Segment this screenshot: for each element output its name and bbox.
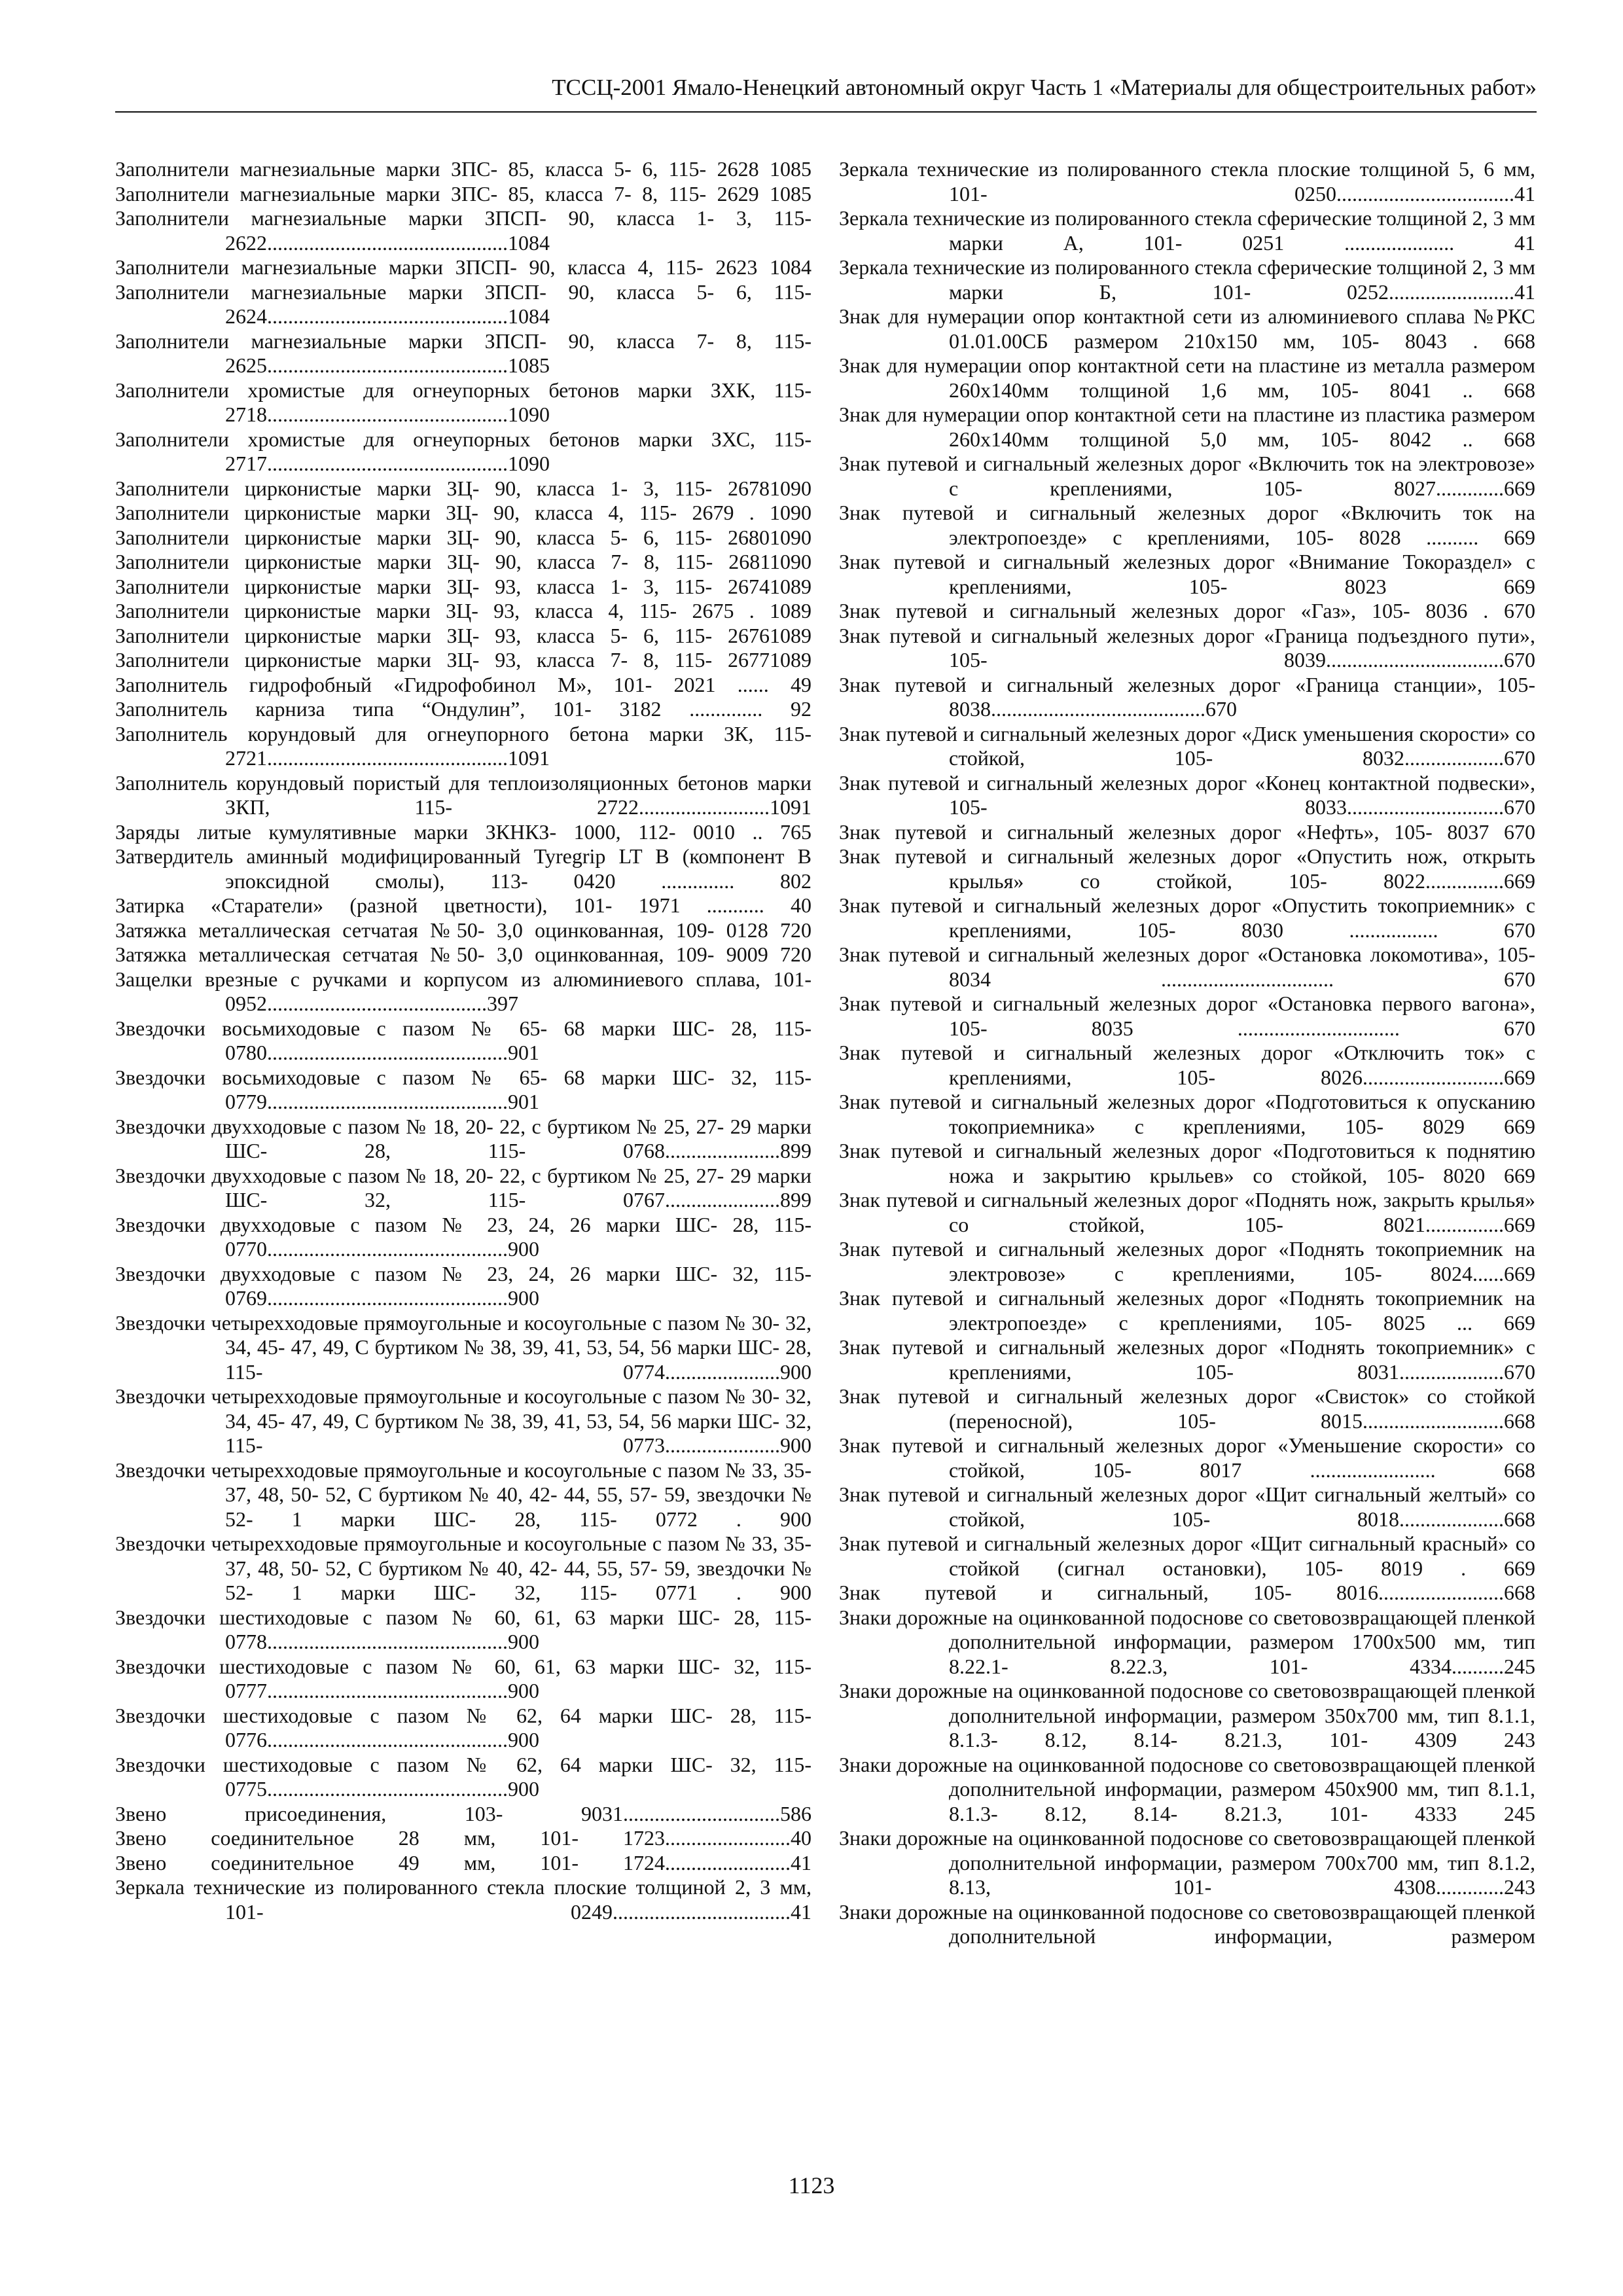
index-entry: Звездочки шестиходовые с пазом № 60, 61, 63 марки ШС- 28, 115- 0778..............................................900: [115, 1605, 812, 1653]
index-entry: Звездочки четырехходовые прямоугольные и косоугольные с пазом № 30- 32, 34, 45- 47, 49, С буртиком № 38, 39, 41, 53, 54, 56 марки ШС- 32, 115- 0773......................900: [115, 1384, 812, 1457]
page-number: 1123: [788, 2172, 835, 2198]
index-entry: Звездочки четырехходовые прямоугольные и косоугольные с пазом № 30- 32, 34, 45- 47, 49, С буртиком № 38, 39, 41, 53, 54, 56 марки ШС- 28, 115- 0774......................900: [115, 1310, 812, 1384]
index-entry: Зеркала технические из полированного стекла плоские толщиной 5, 6 мм, 101- 0250..................................41: [839, 157, 1535, 206]
index-entry: Заполнители магнезиальные марки ЗПСП- 90, класса 7- 8, 115- 2625..............................................1085: [115, 329, 812, 377]
index-entry: Звездочки двухходовые с пазом № 18, 20- 22, с буртиком № 25, 27- 29 марки ШС- 32, 115- 0767......................899: [115, 1163, 812, 1211]
index-entry: Знаки дорожные на оцинкованной подоснове со световозвращающей пленкой дополнительной информации, размером 350х700 мм, тип 8.1.1, 8.1.3- 8.12, 8.14- 8.21.3, 101- 4309 243: [839, 1679, 1535, 1751]
index-entry: Затяжка металлическая сетчатая №50- 3,0 оцинкованная, 109- 0128 720: [115, 918, 812, 942]
index-entry: Звездочки двухходовые с пазом № 23, 24, 26 марки ШС- 32, 115- 0769..............................................900: [115, 1261, 812, 1310]
index-entry: Звено соединительное 28 мм, 101- 1723........................40: [115, 1826, 812, 1850]
index-entry: Заполнитель корундовый для огнеупорного бетона марки ЗК, 115- 2721..............................................1091: [115, 721, 812, 770]
index-entry: Знак путевой и сигнальный железных дорог «Поднять токоприемник на электропоезде» с креплениями, 105- 8025 ... 669: [839, 1286, 1535, 1335]
running-header: [115, 71, 1537, 113]
index-entry: Заполнитель корундовый пористый для теплоизоляционных бетонов марки ЗКП, 115- 2722.........................1091: [115, 770, 812, 819]
index-entry: Заполнители цирконистые марки ЗЦ- 93, класса 7- 8, 115- 26771089: [115, 648, 812, 672]
index-entry: Звездочки двухходовые с пазом № 23, 24, 26 марки ШС- 28, 115- 0770..............................................900: [115, 1212, 812, 1261]
index-entry: Заполнители цирконистые марки ЗЦ- 90, класса 5- 6, 115- 26801090: [115, 525, 812, 549]
index-entry: Знак путевой и сигнальный железных дорог «Диск уменьшения скорости» со стойкой, 105- 8032...................670: [839, 721, 1535, 770]
index-entry: Знаки дорожные на оцинкованной подоснове со световозвращающей пленкой дополнительной информации, размером 1700х500 мм, тип 8.22.1- 8.22.3, 101- 4334..........245: [839, 1605, 1535, 1678]
index-entry: Заполнители цирконистые марки ЗЦ- 93, класса 4, 115- 2675 . 1089: [115, 599, 812, 622]
index-entry: Звено присоединения, 103- 9031..............................586: [115, 1801, 812, 1825]
index-entry: Заполнители хромистые для огнеупорных бетонов марки ЗХК, 115- 2718..............................................1090: [115, 378, 812, 426]
index-entry: Зеркала технические из полированного стекла сферические толщиной 2, 3 мм марки Б, 101- 0252........................41: [839, 255, 1535, 304]
index-entry: Звездочки четырехходовые прямоугольные и косоугольные с пазом № 33, 35- 37, 48, 50- 52, С буртиком № 40, 42- 44, 55, 57- 59, звездочки № 52- 1 марки ШС- 28, 115- 0772 . 900: [115, 1458, 812, 1531]
index-entry: Затирка «Старатели» (разной цветности), 101- 1971 ........... 40: [115, 893, 812, 917]
index-entry: Знак путевой и сигнальный железных дорог «Отключить ток» с креплениями, 105- 8026...........................669: [839, 1041, 1535, 1089]
index-entry: Заполнители магнезиальные марки ЗПС- 85, класса 5- 6, 115- 2628 1085: [115, 157, 812, 181]
index-entry: Знак путевой и сигнальный железных дорог «Щит сигнальный красный» со стойкой (сигнал остановки), 105- 8019 . 669: [839, 1532, 1535, 1580]
index-entry: Знак для нумерации опор контактной сети на пластине из пластика размером 260х140мм толщиной 5,0 мм, 105- 8042 .. 668: [839, 403, 1535, 451]
index-entry: Звено соединительное 49 мм, 101- 1724........................41: [115, 1850, 812, 1874]
index-entry: Знак путевой и сигнальный железных дорог «Щит сигнальный желтый» со стойкой, 105- 8018....................668: [839, 1482, 1535, 1531]
index-column-right: [839, 157, 1535, 1949]
index-entry: Знак путевой и сигнальный железных дорог «Опустить нож, открыть крылья» со стойкой, 105- 8022...............669: [839, 844, 1535, 893]
index-entry: Знак путевой и сигнальный железных дорог «Свисток» со стойкой (переносной), 105- 8015...........................668: [839, 1384, 1535, 1433]
index-entry: Заряды литые кумулятивные марки ЗКНКЗ- 1000, 112- 0010 .. 765: [115, 819, 812, 844]
index-entry: Знак путевой и сигнальный железных дорог «Граница подъездного пути», 105- 8039..................................670: [839, 623, 1535, 672]
index-entry: Звездочки четырехходовые прямоугольные и косоугольные с пазом № 33, 35- 37, 48, 50- 52, С буртиком № 40, 42- 44, 55, 57- 59, звездочки № 52- 1 марки ШС- 32, 115- 0771 . 900: [115, 1532, 812, 1604]
index-entry: Затяжка металлическая сетчатая №50- 3,0 оцинкованная, 109- 9009 720: [115, 942, 812, 966]
index-entry: Знаки дорожные на оцинкованной подоснове со световозвращающей пленкой дополнительной информации, размером: [839, 1899, 1535, 1948]
index-entry: Знак путевой и сигнальный железных дорог «Поднять нож, закрыть крылья» со стойкой, 105- 8021...............669: [839, 1188, 1535, 1236]
index-entry: Заполнители магнезиальные марки ЗПСП- 90, класса 1- 3, 115- 2622..............................................1084: [115, 206, 812, 255]
index-entry: Звездочки шестиходовые с пазом № 62, 64 марки ШС- 32, 115- 0775..............................................900: [115, 1752, 812, 1801]
index-entry: Знак для нумерации опор контактной сети из алюминиевого сплава №РКС 01.01.00СБ размером 210х150 мм, 105- 8043 . 668: [839, 304, 1535, 353]
index-entry: Заполнители цирконистые марки ЗЦ- 90, класса 4, 115- 2679 . 1090: [115, 501, 812, 524]
index-entry: Знак путевой и сигнальный железных дорог «Включить ток на электровозе» с креплениями, 105- 8027.............669: [839, 452, 1535, 500]
index-entry: Знак путевой и сигнальный железных дорог «Конец контактной подвески», 105- 8033..............................670: [839, 770, 1535, 819]
index-entry: Звездочки восьмиходовые с пазом № 65- 68 марки ШС- 32, 115- 0779..............................................901: [115, 1065, 812, 1113]
index-entry: Знак путевой и сигнальный железных дорог «Остановка первого вагона», 105- 8035 ............................... 670: [839, 992, 1535, 1040]
index-entry: Знак путевой и сигнальный железных дорог «Включить ток на электропоезде» с креплениями, 105- 8028 .......... 669: [839, 501, 1535, 549]
index-entry: Звездочки двухходовые с пазом № 18, 20- 22, с буртиком № 25, 27- 29 марки ШС- 28, 115- 0768......................899: [115, 1114, 812, 1162]
index-entry: Заполнители цирконистые марки ЗЦ- 90, класса 7- 8, 115- 26811090: [115, 550, 812, 573]
index-entry: Заполнители цирконистые марки ЗЦ- 90, класса 1- 3, 115- 26781090: [115, 476, 812, 500]
index-entry: Заполнители цирконистые марки ЗЦ- 93, класса 1- 3, 115- 26741089: [115, 574, 812, 598]
index-entry: Заполнители магнезиальные марки ЗПСП- 90, класса 5- 6, 115- 2624..............................................1084: [115, 279, 812, 328]
index-entry: Заполнители цирконистые марки ЗЦ- 93, класса 5- 6, 115- 26761089: [115, 623, 812, 647]
index-entry: Заполнитель гидрофобный «Гидрофобинол М», 101- 2021 ...... 49: [115, 672, 812, 696]
header-title: ТССЦ-2001 Ямало-Ненецкий автономный округ Часть 1 «Материалы для общестроительных работ»: [552, 75, 1537, 100]
index-entry: Знак путевой и сигнальный железных дорог «Подготовиться к опусканию токоприемника» с креплениями, 105- 8029 669: [839, 1090, 1535, 1138]
index-entry: Затвердитель аминный модифицированный Tyregrip LT B (компонент B эпоксидной смолы), 113- 0420 .............. 802: [115, 844, 812, 893]
index-entry: Знак путевой и сигнальный железных дорог «Внимание Токораздел» с креплениями, 105- 8023 669: [839, 550, 1535, 598]
index-entry: Знак для нумерации опор контактной сети на пластине из металла размером 260х140мм толщиной 1,6 мм, 105- 8041 .. 668: [839, 353, 1535, 402]
index-entry: Знак путевой и сигнальный железных дорог «Газ», 105- 8036 . 670: [839, 599, 1535, 622]
index-entry: Знаки дорожные на оцинкованной подоснове со световозвращающей пленкой дополнительной информации, размером 450х900 мм, тип 8.1.1, 8.1.3- 8.12, 8.14- 8.21.3, 101- 4333 245: [839, 1752, 1535, 1825]
index-entry: Знак путевой и сигнальный, 105- 8016........................668: [839, 1581, 1535, 1604]
index-entry: Знак путевой и сигнальный железных дорог «Подготовиться к поднятию ножа и закрытию крыльев» со стойкой, 105- 8020 669: [839, 1139, 1535, 1187]
index-entry: Звездочки шестиходовые с пазом № 60, 61, 63 марки ШС- 32, 115- 0777..............................................900: [115, 1654, 812, 1702]
index-entry: Знак путевой и сигнальный железных дорог «Уменьшение скорости» со стойкой, 105- 8017 ........................ 668: [839, 1433, 1535, 1482]
index-entry: Заполнители магнезиальные марки ЗПС- 85, класса 7- 8, 115- 2629 1085: [115, 181, 812, 206]
index-column-left: [115, 157, 812, 1924]
index-entry: Знак путевой и сигнальный железных дорог «Опустить токоприемник» с креплениями, 105- 8030 ................. 670: [839, 893, 1535, 942]
index-entry: Звездочки восьмиходовые с пазом № 65- 68 марки ШС- 28, 115- 0780..............................................901: [115, 1016, 812, 1064]
index-entry: Знак путевой и сигнальный железных дорог «Поднять токоприемник на электровозе» с креплениями, 105- 8024......669: [839, 1237, 1535, 1285]
index-entry: Знак путевой и сигнальный железных дорог «Остановка локомотива», 105- 8034 ................................. 670: [839, 942, 1535, 991]
index-entry: Заполнители магнезиальные марки ЗПСП- 90, класса 4, 115- 2623 1084: [115, 255, 812, 279]
index-entry: Защелки врезные с ручками и корпусом из алюминиевого сплава, 101- 0952..........................................397: [115, 967, 812, 1015]
index-entry: Знаки дорожные на оцинкованной подоснове со световозвращающей пленкой дополнительной информации, размером 700х700 мм, тип 8.1.2, 8.13, 101- 4308.............243: [839, 1826, 1535, 1899]
index-entry: Звездочки шестиходовые с пазом № 62, 64 марки ШС- 28, 115- 0776..............................................900: [115, 1703, 812, 1751]
index-entry: Знак путевой и сигнальный железных дорог «Поднять токоприемник» с креплениями, 105- 8031....................670: [839, 1335, 1535, 1384]
index-entry: Заполнители хромистые для огнеупорных бетонов марки ЗХС, 115- 2717..............................................1090: [115, 427, 812, 475]
index-entry: Знак путевой и сигнальный железных дорог «Нефть», 105- 8037 670: [839, 819, 1535, 844]
index-entry: Заполнитель карниза типа “Ондулин”, 101- 3182 .............. 92: [115, 697, 812, 721]
index-entry: Зеркала технические из полированного стекла плоские толщиной 2, 3 мм, 101- 0249..................................41: [115, 1875, 812, 1924]
page-footer: [0, 2172, 1623, 2199]
index-entry: Знак путевой и сигнальный железных дорог «Граница станции», 105- 8038.........................................670: [839, 672, 1535, 721]
index-entry: Зеркала технические из полированного стекла сферические толщиной 2, 3 мм марки А, 101- 0251 ..................... 41: [839, 206, 1535, 255]
